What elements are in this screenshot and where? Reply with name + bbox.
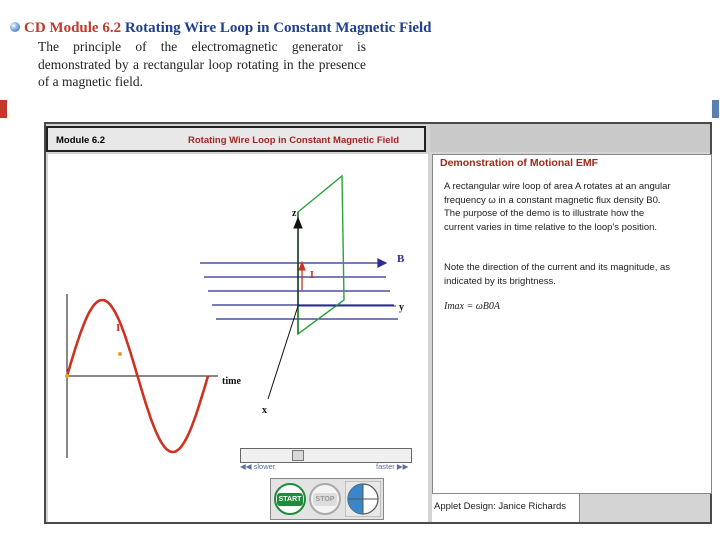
loop-current-label: I [310,270,314,281]
wave-current-label: I [116,322,121,334]
slower-control[interactable] [240,462,275,471]
current-arrow [299,262,305,290]
x-axis-label: x [262,405,267,416]
stop-button[interactable] [309,483,341,515]
stop-button-label: STOP [313,493,338,506]
x-axis [268,306,298,399]
slide-title [24,20,432,37]
module-title: Rotating Wire Loop in Constant Magnetic Field [188,135,400,146]
z-axis-arrow [294,218,302,228]
rewind-icon: ◀◀ [240,462,252,471]
applet-header [46,126,426,152]
speed-slider[interactable] [240,448,412,463]
field-lines [200,259,398,319]
slide-title-main: Rotating Wire Loop in Constant Magnetic Field [124,20,432,36]
info-paragraph-2: Note the direction of the current and its magnitude, as indicated by its brightness. [444,262,671,287]
field-arrow-1 [378,259,386,267]
current-time-plot [65,294,218,458]
wire-loop [298,176,344,334]
z-axis-label: z [292,208,297,219]
slide-intro-text: The principle of the electromagnetic generator is demonstrated by a rectangular loop rotating in the presence of a magnetic field. [38,39,366,89]
waveform-marker-start [65,374,69,378]
slower-label: slower [253,462,276,471]
globe-bullet-icon [10,22,20,32]
y-axis-label: y [399,302,404,313]
waveform-marker [118,352,122,356]
max-current-formula: Imax = ωB0A [444,301,501,312]
fast-forward-icon: ▶▶ [396,462,409,471]
left-edge-marker [0,100,7,118]
speed-slider-thumb[interactable] [292,450,304,461]
start-button-label: START [277,493,304,506]
faster-control[interactable] [376,462,408,471]
simulation-drawing [48,154,428,522]
applet-credit: Applet Design: Janice Richards [434,501,567,512]
wire-loop-edge [298,176,344,334]
simulation-canvas [48,154,428,522]
field-label-B: B [397,253,405,265]
start-button[interactable] [274,483,306,515]
info-paragraph-1: A rectangular wire loop of area A rotates at an angular frequency ω in a constant magnetic flux density B0. The purpose of the demo is to illustrate how the current varies in time relative to the loop's position. [444,181,671,233]
right-edge-marker [712,100,719,118]
slide-title-prefix: CD Module 6.2 [24,20,122,36]
module-label: Module 6.2 [56,135,106,146]
header-right-bar [430,124,710,152]
info-panel-title: Demonstration of Motional EMF [440,157,599,169]
time-axis-label: time [222,376,241,387]
pie-reset-icon[interactable] [345,481,381,517]
faster-label: faster [376,462,395,471]
